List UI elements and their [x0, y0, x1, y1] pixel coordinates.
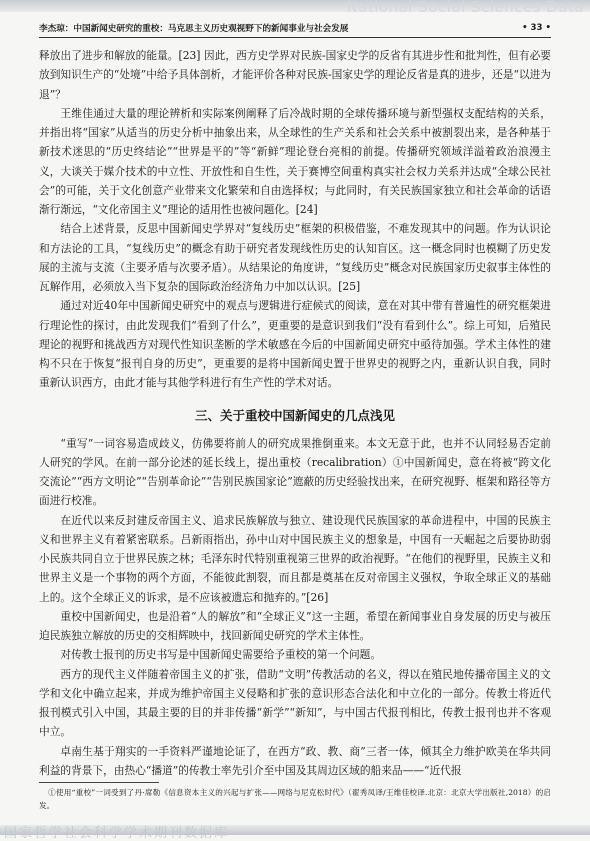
header-rule [39, 37, 551, 38]
paragraph: 卓南生基于翔实的一手资料严谨地论证了，在西方“政、教、商”三者一体，倾其全力维护欧美在华共同利益的背景下，由热心“播道”的传教士率先引介至中国及其周边区域的船来品——“近代报 [39, 744, 551, 777]
running-title: 李杰琼：中国新闻史研究的重校：马克思主义历史观视野下的新闻事业与社会发展 [39, 24, 349, 34]
paragraph: 王维佳通过大量的理论辨析和实际案例阐释了后冷战时期的全球传播环境与新型强权支配结构的关系，并指出将“国家”从适当的历史分析中抽象出来，从全球性的生产关系和社会关系中被割裂出来，是各种基于新技术迷思的“历史终结论”“世界是平的”等“新鲜”理论登台亮相的前提。传播研究领域洋溢着政治浪漫主义，大谈关于媒介技术的中立性、开放性和自生性，关于赛博空间重构真实社会权力关系并达成“全球公民社会”的可能，关于文化创意产业带来文化繁荣和自由选择权；与此同时，有关民族国家独立和社会革命的话语渐行渐远，“文化帝国主义”理论的适用性也被问题化。[24] [39, 106, 551, 216]
paragraph: 重校中国新闻史，也是沿着“人的解放”和“全球正义”这一主题，希望在新闻事业自身发展的历史与被压迫民族独立解放的历史的交相辉映中，找回新闻史研究的学术主体性。 [39, 609, 551, 642]
paragraph: “重写”一词容易造成歧义，仿佛要将前人的研究成果推倒重来。本文无意于此，也并不认同轻易否定前人研究的学风。在前一部分论述的延长线上，提出重校（recalibration）①中国新闻史，意在将被“跨文化交流论”“西方文明论”“告别革命论”“告别民族国家论”遮蔽的历史经验找出来，在研究视野、框架和路径等方面进行校准。 [39, 436, 551, 508]
paragraph: 对传教士报刊的历史书写是中国新闻史需要给予重校的第一个问题。 [60, 648, 382, 662]
watermark-text: National Social Sciences Data [346, 0, 584, 16]
paragraph: 通过对近40年中国新闻史研究中的观点与逻辑进行症候式的阅读，意在对其中带有普遍性的研究框架进行理论性的探讨，由此发现我们“看到了什么”，更重要的是意识到我们“没有看到什么”。综上可知，后殖民理论的视野和挑战西方对现代性知识垄断的学术敏感在今后的中国新闻史研究中亟待加强。学术主体性的建构不只在于恢复“报刊自身的历史”，更重要的是将中国新闻史置于世界史的视野之内，重新认识自我，同时重新认识西方，由此才能与其他学科进行有生产性的学术对话。 [39, 299, 551, 390]
article-body [39, 46, 551, 780]
bottom-watermark-text: 国家哲学社会科学学术期刊数据库 [4, 826, 230, 841]
section-heading: 三、关于重校中国新闻史的几点浅见 [194, 407, 395, 423]
paragraph: 西方的现代主义伴随着帝国主义的扩张，借助“文明”传教活动的名义，得以在殖民地传播帝国主义的文学和文化中确立起来，并成为维护帝国主义侵略和扩张的意识形态合法化和中立化的一部分。传教士将近代报刊模式引入中国，其最主要的目的并非传播“新学”“新知”，与中国古代报刊相比，传教士报刊也并不客观中立。 [39, 667, 551, 739]
paragraph: 结合上述背景，反思中国新闻史学界对“复线历史”框架的积极借鉴，不难发现其中的问题。作为认识论和方法论的工具，“复线历史”的概念有助于研究者发现线性历史的认知盲区。这一概念同时也模糊了历史发展的主流与支流（主要矛盾与次要矛盾）。从结果论的角度讲，“复线历史”概念对民族国家历史叙事主体性的瓦解作用，必须放入当下复杂的国际政治经济角力中加以认识。[25] [39, 222, 551, 293]
paragraph: 释放出了进步和解放的能量。[23] 因此，西方史学界对民族-国家史学的反省有其进步性和批判性，但有必要放到知识生产的“处境”中给予具体剖析，才能评价各种对民族-国家史学的理论反省是真的进步，还是“以进为退”？ [39, 49, 551, 101]
footnote-rule [39, 782, 159, 783]
footnote: ①使用“重校”一词受到了丹·席勒《信息资本主义的兴起与扩张——网络与尼克松时代》（翟秀凤译/王维佳校译.北京：北京大学出版社,2018）的启发。 [39, 788, 551, 810]
running-header [39, 22, 551, 34]
page-number: • 33 • [522, 23, 551, 33]
paragraph: 在近代以来反封建反帝国主义、追求民族解放与独立、建设现代民族国家的革命进程中，中国的民族主义和世界主义有着紧密联系。吕新雨指出，孙中山对中国民族主义的想象是，中国有一天崛起之后要协助弱小民族共同自立于世界民族之林；毛泽东时代特别重视第三世界的政治视野。“在他们的视野里，民族主义和世界主义是一个事物的两个方面，不能彼此割裂，而且都是奠基在反对帝国主义强权，争取全球正义的基础上的。这个全球正义的诉求，是不应该被遗忘和抛弃的。”[26] [39, 513, 551, 604]
